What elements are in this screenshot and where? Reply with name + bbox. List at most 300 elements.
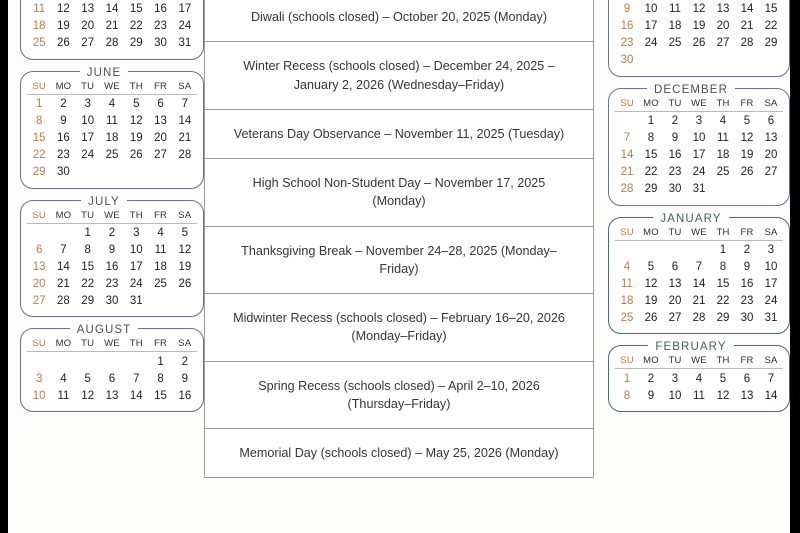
day-cell[interactable]: 25 [32,37,46,50]
day-cell[interactable]: 6 [35,244,43,257]
weekday-header-row [615,227,783,241]
day-cell[interactable]: 23 [668,166,682,179]
day-cell[interactable]: 31 [129,295,143,308]
day-cell[interactable]: 19 [178,261,192,274]
day-cell[interactable]: 18 [620,295,634,308]
event-row [205,0,594,42]
day-cell[interactable]: 17 [81,132,95,145]
day-cell[interactable]: 19 [692,20,706,33]
day-cell[interactable]: 19 [644,295,658,308]
day-cell[interactable]: 15 [644,149,658,162]
day-cell-empty [735,181,759,198]
day-cell-empty [51,223,75,241]
day-cell[interactable]: 25 [154,278,167,291]
month-title-text: JANUARY [653,213,728,225]
day-cell[interactable]: 28 [178,149,192,162]
day-cell-empty [711,52,735,69]
week-row [27,18,197,35]
day-cell[interactable]: 22 [81,278,95,291]
day-cell[interactable]: 17 [692,149,706,162]
month-day-grid [615,98,783,198]
day-cell[interactable]: 7 [767,372,775,385]
day-cell[interactable]: 24 [692,166,706,179]
day-cell[interactable]: 10 [32,389,46,402]
month-calendar-august [20,324,204,412]
day-cell[interactable]: 16 [154,3,167,16]
day-cell[interactable]: 12 [692,3,706,16]
weekday-header-tu: TU [76,210,100,224]
week-row [615,18,783,35]
day-cell[interactable]: 16 [668,149,682,162]
day-cell[interactable]: 13 [740,389,754,402]
day-cell[interactable]: 18 [32,20,46,33]
event-text: Winter Recess (schools closed) – December 24, 2025 – January 2, 2026 (Wednesday–Friday) [205,42,594,110]
day-cell-empty [148,164,172,181]
day-cell[interactable]: 29 [716,312,730,325]
day-cell[interactable]: 18 [154,261,167,274]
day-cell[interactable]: 12 [644,278,658,291]
week-row [27,352,197,370]
day-cell[interactable]: 2 [60,98,67,111]
day-cell[interactable]: 16 [178,389,192,402]
day-cell[interactable]: 8 [719,261,727,274]
day-cell[interactable]: 8 [647,132,655,145]
day-cell[interactable]: 20 [668,295,682,308]
day-cell[interactable]: 13 [716,3,730,16]
month-calendar-june [20,66,204,189]
day-cell-empty [51,352,75,370]
day-cell[interactable]: 29 [129,37,143,50]
month-day-grid [27,0,197,52]
day-cell[interactable]: 26 [57,37,70,50]
month-grid-box [608,88,790,206]
day-cell[interactable]: 5 [133,98,140,111]
weekday-header-mo: MO [639,98,663,112]
day-cell[interactable]: 7 [60,244,67,257]
day-cell[interactable]: 24 [81,149,95,162]
day-cell[interactable]: 10 [644,3,658,16]
week-row [615,240,783,258]
day-cell[interactable]: 9 [60,115,67,128]
day-cell[interactable]: 3 [695,115,703,128]
three-column-layout [8,0,790,533]
weekday-header-su: SU [27,210,51,224]
day-cell[interactable]: 14 [692,278,706,291]
day-cell[interactable]: 30 [740,312,754,325]
day-cell[interactable]: 24 [764,295,778,308]
day-cell[interactable]: 4 [108,98,116,111]
day-cell[interactable]: 14 [740,3,754,16]
day-cell[interactable]: 14 [129,389,143,402]
day-cell[interactable]: 10 [81,115,95,128]
day-cell-empty [687,240,711,258]
day-cell[interactable]: 27 [81,37,95,50]
day-cell-empty [663,52,687,69]
event-row [205,361,594,429]
day-cell[interactable]: 13 [81,3,95,16]
day-cell-empty [76,164,100,181]
day-cell[interactable]: 1 [157,355,164,368]
day-cell[interactable]: 19 [129,132,143,145]
day-cell[interactable]: 24 [644,37,658,50]
day-cell[interactable]: 16 [105,261,119,274]
weekday-header-sa: SA [173,338,197,352]
day-cell[interactable]: 11 [717,132,729,145]
day-cell[interactable]: 26 [740,166,754,179]
day-cell[interactable]: 22 [644,166,658,179]
day-cell[interactable]: 26 [644,312,658,325]
day-cell[interactable]: 2 [647,372,655,385]
holiday-events-list [204,0,594,478]
event-row [205,226,594,294]
day-cell[interactable]: 24 [178,20,192,33]
day-cell[interactable]: 30 [668,183,682,196]
day-cell[interactable]: 3 [133,227,140,240]
day-cell[interactable]: 11 [106,115,118,128]
day-cell[interactable]: 28 [105,37,119,50]
day-cell[interactable]: 28 [57,295,70,308]
day-cell[interactable]: 3 [84,98,91,111]
day-cell[interactable]: 13 [154,115,167,128]
day-cell-empty [639,240,663,258]
weekday-header-mo: MO [639,355,663,369]
day-cell[interactable]: 14 [620,149,634,162]
week-row [27,242,197,259]
calendar-page [8,0,790,533]
day-cell[interactable]: 27 [154,149,167,162]
day-cell[interactable]: 16 [57,132,70,145]
day-cell-empty [687,52,711,69]
day-cell[interactable]: 25 [105,149,119,162]
weekday-header-fr: FR [735,355,759,369]
day-cell[interactable]: 15 [764,3,778,16]
week-row [27,94,197,112]
day-cell[interactable]: 20 [764,149,778,162]
day-cell[interactable]: 21 [178,132,192,145]
week-row [27,164,197,181]
day-cell[interactable]: 28 [620,183,634,196]
day-cell[interactable]: 11 [33,3,46,16]
day-cell[interactable]: 23 [154,20,167,33]
day-cell[interactable]: 9 [108,244,116,257]
weekday-header-su: SU [615,98,639,112]
day-cell[interactable]: 2 [671,115,679,128]
day-cell[interactable]: 6 [108,372,116,385]
weekday-header-fr: FR [148,338,172,352]
event-text: High School Non-Student Day – November 17, 2025 (Monday) [205,159,594,227]
day-cell[interactable]: 26 [692,37,706,50]
day-cell[interactable]: 27 [716,37,730,50]
weekday-header-we: WE [100,210,124,224]
month-grid-box [608,217,790,335]
day-cell[interactable]: 25 [620,312,634,325]
day-cell-empty [100,352,124,370]
event-row [205,429,594,478]
day-cell[interactable]: 26 [178,278,192,291]
month-day-grid [615,355,783,404]
event-text: Veterans Day Observance – November 11, 2025 (Tuesday) [205,109,594,158]
day-cell[interactable]: 22 [129,20,143,33]
day-cell[interactable]: 9 [671,132,679,145]
day-cell[interactable]: 7 [181,98,189,111]
weekday-header-we: WE [687,98,711,112]
day-cell[interactable]: 9 [181,372,189,385]
day-cell[interactable]: 19 [740,149,754,162]
week-row [615,309,783,326]
day-cell[interactable]: 5 [743,115,751,128]
day-cell[interactable]: 15 [129,3,143,16]
day-cell[interactable]: 31 [764,312,778,325]
day-cell[interactable]: 15 [32,132,46,145]
day-cell[interactable]: 17 [644,20,658,33]
event-text: Spring Recess (schools closed) – April 2–10, 2026 (Thursday–Friday) [205,361,594,429]
weekday-header-sa: SA [759,227,783,241]
week-row [27,259,197,276]
day-cell[interactable]: 4 [623,261,631,274]
day-cell[interactable]: 14 [178,115,192,128]
day-cell[interactable]: 9 [647,389,655,402]
month-title-text: JUNE [80,67,128,79]
day-cell[interactable]: 17 [764,278,778,291]
day-cell[interactable]: 29 [644,183,658,196]
day-cell[interactable]: 5 [84,372,91,385]
day-cell-empty [124,164,148,181]
day-cell[interactable]: 14 [764,389,778,402]
day-cell[interactable]: 4 [157,227,164,240]
day-cell[interactable]: 5 [719,372,727,385]
day-cell[interactable]: 9 [743,261,751,274]
day-cell[interactable]: 20 [154,132,167,145]
day-cell[interactable]: 7 [133,372,140,385]
day-cell[interactable]: 30 [105,295,119,308]
weekday-header-row [615,355,783,369]
day-cell[interactable]: 17 [178,3,192,16]
day-cell[interactable]: 3 [671,372,679,385]
day-cell[interactable]: 17 [129,261,143,274]
day-cell-empty [100,164,124,181]
week-row [615,111,783,129]
day-cell[interactable]: 10 [692,132,706,145]
day-cell[interactable]: 12 [716,389,730,402]
day-cell[interactable]: 6 [743,372,751,385]
weekday-header-su: SU [615,355,639,369]
day-cell[interactable]: 31 [692,183,706,196]
week-row [615,1,783,18]
week-row [27,113,197,130]
day-cell[interactable]: 12 [740,132,754,145]
day-cell[interactable]: 31 [178,37,192,50]
day-cell[interactable]: 19 [57,20,70,33]
day-cell[interactable]: 13 [105,389,119,402]
day-cell[interactable]: 26 [129,149,143,162]
week-row [615,52,783,69]
day-cell[interactable]: 22 [716,295,730,308]
event-row [205,294,594,362]
day-cell[interactable]: 6 [767,115,775,128]
day-cell[interactable]: 14 [105,3,119,16]
day-cell[interactable]: 3 [35,372,43,385]
day-cell[interactable]: 22 [764,20,778,33]
day-cell-empty [711,181,735,198]
day-cell[interactable]: 1 [719,244,727,257]
weekday-header-row [27,210,197,224]
day-cell[interactable]: 6 [671,261,679,274]
month-calendar-may [20,0,204,60]
day-cell[interactable]: 2 [743,244,751,257]
day-cell[interactable]: 4 [60,372,67,385]
month-title-text: FEBRUARY [648,341,733,353]
day-cell[interactable]: 5 [181,227,189,240]
weekday-header-sa: SA [759,98,783,112]
day-cell[interactable]: 4 [719,115,727,128]
day-cell[interactable]: 11 [154,244,167,257]
day-cell[interactable]: 6 [157,98,164,111]
day-cell[interactable]: 27 [32,295,46,308]
day-cell[interactable]: 21 [105,20,119,33]
week-row [27,370,197,387]
day-cell[interactable]: 10 [764,261,778,274]
weekday-header-row [27,338,197,352]
month-grid-box [20,328,204,412]
day-cell[interactable]: 18 [105,132,119,145]
day-cell[interactable]: 30 [154,37,167,50]
day-cell[interactable]: 29 [764,37,778,50]
day-cell[interactable]: 30 [620,54,634,67]
day-cell[interactable]: 11 [693,389,705,402]
day-cell[interactable]: 11 [669,3,681,16]
day-cell[interactable]: 23 [57,149,70,162]
weekday-header-fr: FR [148,81,172,95]
day-cell[interactable]: 8 [35,115,43,128]
day-cell-empty [148,293,172,310]
day-cell[interactable]: 5 [647,261,655,274]
weekday-header-th: TH [711,98,735,112]
day-cell[interactable]: 23 [740,295,754,308]
weekday-header-th: TH [711,355,735,369]
day-cell[interactable]: 11 [57,389,70,402]
day-cell-empty [76,352,100,370]
week-row [615,147,783,164]
day-cell[interactable]: 2 [181,355,189,368]
day-cell[interactable]: 22 [32,149,46,162]
day-cell[interactable]: 20 [716,20,730,33]
day-cell[interactable]: 18 [716,149,730,162]
day-cell[interactable]: 16 [620,20,634,33]
weekday-header-su: SU [615,227,639,241]
month-day-grid [27,81,197,181]
day-cell[interactable]: 1 [84,227,91,240]
day-cell[interactable]: 25 [716,166,730,179]
left-calendar-column [8,0,204,423]
weekday-header-fr: FR [735,98,759,112]
day-cell[interactable]: 28 [740,37,754,50]
day-cell[interactable]: 23 [620,37,634,50]
day-cell[interactable]: 8 [84,244,91,257]
day-cell[interactable]: 1 [623,372,631,385]
day-cell[interactable]: 28 [692,312,706,325]
week-row [27,276,197,293]
day-cell[interactable]: 7 [695,261,703,274]
day-cell[interactable]: 13 [668,278,682,291]
day-cell[interactable]: 23 [105,278,119,291]
day-cell[interactable]: 29 [81,295,95,308]
day-cell[interactable]: 21 [57,278,70,291]
day-cell[interactable]: 16 [740,278,754,291]
day-cell[interactable]: 12 [81,389,95,402]
event-row [205,42,594,110]
day-cell-empty [615,111,639,129]
day-cell-empty [759,52,783,69]
event-text: Memorial Day (schools closed) – May 25, 2026 (Monday) [205,429,594,478]
week-row [27,293,197,310]
day-cell[interactable]: 10 [668,389,682,402]
day-cell[interactable]: 29 [32,166,46,179]
weekday-header-tu: TU [663,98,687,112]
day-cell[interactable]: 9 [623,3,631,16]
day-cell-empty [124,352,148,370]
month-calendar-january [608,212,790,335]
day-cell[interactable]: 14 [57,261,70,274]
day-cell[interactable]: 20 [32,278,46,291]
day-cell[interactable]: 25 [668,37,682,50]
week-row [615,35,783,52]
day-cell[interactable]: 13 [764,132,778,145]
day-cell[interactable]: 18 [668,20,682,33]
weekday-header-fr: FR [735,227,759,241]
weekday-header-th: TH [124,210,148,224]
day-cell[interactable]: 1 [647,115,655,128]
day-cell[interactable]: 1 [35,98,43,111]
day-cell[interactable]: 27 [668,312,682,325]
day-cell[interactable]: 21 [740,20,754,33]
event-row [205,159,594,227]
day-cell[interactable]: 7 [623,132,631,145]
weekday-header-mo: MO [51,338,75,352]
day-cell[interactable]: 21 [620,166,634,179]
day-cell[interactable]: 15 [154,389,167,402]
day-cell[interactable]: 15 [81,261,95,274]
weekday-header-sa: SA [759,355,783,369]
day-cell[interactable]: 4 [695,372,703,385]
day-cell[interactable]: 20 [81,20,95,33]
day-cell[interactable]: 11 [621,278,633,291]
day-cell[interactable]: 12 [129,115,143,128]
weekday-header-mo: MO [51,210,75,224]
day-cell[interactable]: 8 [157,372,164,385]
event-text: Diwali (schools closed) – October 20, 2025 (Monday) [205,0,594,42]
weekday-header-su: SU [27,338,51,352]
week-row [615,259,783,276]
day-cell[interactable]: 2 [108,227,116,240]
day-cell-empty [663,240,687,258]
month-day-grid [27,338,197,404]
day-cell[interactable]: 12 [178,244,192,257]
weekday-header-we: WE [687,355,711,369]
day-cell[interactable]: 30 [57,166,70,179]
day-cell[interactable]: 15 [716,278,730,291]
day-cell[interactable]: 12 [57,3,70,16]
day-cell[interactable]: 24 [129,278,143,291]
day-cell[interactable]: 3 [767,244,775,257]
month-day-grid [615,227,783,327]
day-cell[interactable]: 27 [764,166,778,179]
day-cell[interactable]: 13 [32,261,46,274]
day-cell[interactable]: 8 [623,389,631,402]
day-cell[interactable]: 21 [692,295,706,308]
weekday-header-sa: SA [173,210,197,224]
day-cell[interactable]: 10 [129,244,143,257]
event-row [205,109,594,158]
